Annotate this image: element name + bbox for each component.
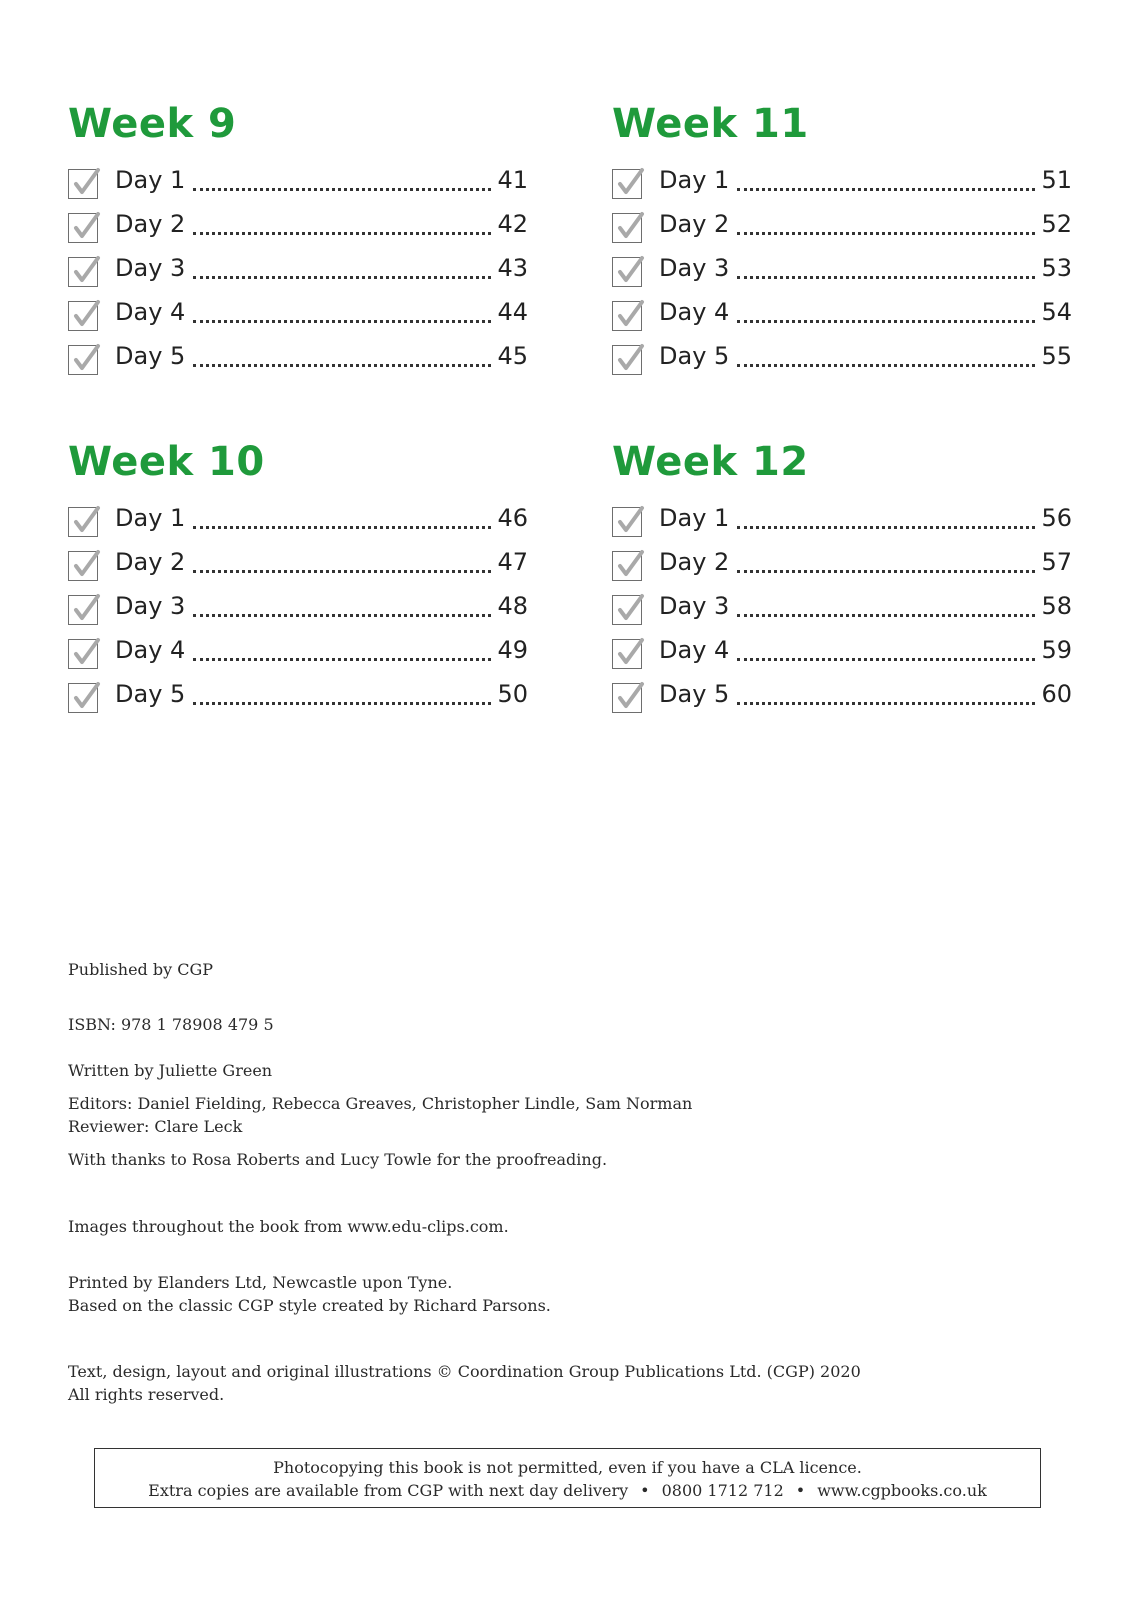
day-row bbox=[68, 334, 528, 378]
copyright: Text, design, layout and original illustrations © Coordination Group Publications Ltd. (CGP) 2020 bbox=[68, 1362, 861, 1381]
page-number: 54 bbox=[1041, 298, 1072, 326]
rights: All rights reserved. bbox=[68, 1385, 225, 1404]
checkbox-tick-icon[interactable] bbox=[68, 169, 98, 199]
day-label: Day 1 bbox=[115, 504, 186, 532]
day-label: Day 2 bbox=[115, 210, 186, 238]
week-title: Week 11 bbox=[612, 101, 809, 147]
checkbox-tick-icon[interactable] bbox=[612, 345, 642, 375]
day-row bbox=[612, 628, 1072, 672]
images-credit: Images throughout the book from www.edu-clips.com. bbox=[68, 1217, 509, 1236]
day-label: Day 4 bbox=[659, 636, 730, 664]
day-row bbox=[612, 158, 1072, 202]
dot-leader bbox=[193, 276, 491, 279]
website-link[interactable]: www.cgpbooks.co.uk bbox=[817, 1481, 987, 1500]
checkbox-tick-icon[interactable] bbox=[612, 169, 642, 199]
page-number: 47 bbox=[497, 548, 528, 576]
day-row bbox=[612, 202, 1072, 246]
day-row bbox=[68, 584, 528, 628]
dot-leader bbox=[193, 364, 491, 367]
week-12-section bbox=[612, 440, 1072, 716]
checkbox-tick-icon[interactable] bbox=[612, 683, 642, 713]
day-list bbox=[612, 496, 1072, 716]
page-number: 41 bbox=[497, 166, 528, 194]
day-label: Day 5 bbox=[659, 680, 730, 708]
day-row bbox=[68, 202, 528, 246]
page-number: 49 bbox=[497, 636, 528, 664]
checkbox-tick-icon[interactable] bbox=[612, 595, 642, 625]
day-label: Day 2 bbox=[659, 210, 730, 238]
dot-leader bbox=[737, 526, 1035, 529]
day-list bbox=[68, 496, 528, 716]
checkbox-tick-icon[interactable] bbox=[68, 639, 98, 669]
copyright-block bbox=[68, 1360, 861, 1406]
checkbox-tick-icon[interactable] bbox=[612, 257, 642, 287]
day-label: Day 1 bbox=[115, 166, 186, 194]
week-title: Week 9 bbox=[68, 101, 237, 147]
dot-leader bbox=[737, 232, 1035, 235]
page-number: 45 bbox=[497, 342, 528, 370]
dot-leader bbox=[193, 614, 491, 617]
day-label: Day 3 bbox=[659, 592, 730, 620]
dot-leader bbox=[737, 364, 1035, 367]
day-label: Day 2 bbox=[659, 548, 730, 576]
week-9-section bbox=[68, 102, 528, 378]
day-label: Day 3 bbox=[659, 254, 730, 282]
day-row bbox=[68, 496, 528, 540]
notice-line-2 bbox=[95, 1479, 1040, 1502]
day-label: Day 2 bbox=[115, 548, 186, 576]
day-row bbox=[68, 290, 528, 334]
day-list bbox=[612, 158, 1072, 378]
dot-leader bbox=[737, 570, 1035, 573]
checkbox-tick-icon[interactable] bbox=[612, 551, 642, 581]
checkbox-tick-icon[interactable] bbox=[612, 213, 642, 243]
dot-leader bbox=[737, 702, 1035, 705]
page-number: 50 bbox=[497, 680, 528, 708]
day-row bbox=[68, 158, 528, 202]
notice-line-1: Photocopying this book is not permitted, even if you have a CLA licence. bbox=[273, 1458, 862, 1477]
day-label: Day 3 bbox=[115, 254, 186, 282]
page-number: 42 bbox=[497, 210, 528, 238]
checkbox-tick-icon[interactable] bbox=[612, 301, 642, 331]
editors-block bbox=[68, 1092, 692, 1138]
published-by: Published by CGP bbox=[68, 960, 214, 979]
day-label: Day 4 bbox=[115, 298, 186, 326]
day-label: Day 5 bbox=[115, 342, 186, 370]
bullet-separator: • bbox=[640, 1481, 650, 1500]
checkbox-tick-icon[interactable] bbox=[612, 639, 642, 669]
written-by: Written by Juliette Green bbox=[68, 1061, 273, 1080]
dot-leader bbox=[737, 188, 1035, 191]
dot-leader bbox=[737, 658, 1035, 661]
day-label: Day 4 bbox=[659, 298, 730, 326]
extra-copies-text: Extra copies are available from CGP with next day delivery bbox=[148, 1481, 629, 1500]
day-row bbox=[612, 334, 1072, 378]
day-row bbox=[612, 584, 1072, 628]
week-11-section bbox=[612, 102, 1072, 378]
page-number: 56 bbox=[1041, 504, 1072, 532]
checkbox-tick-icon[interactable] bbox=[68, 683, 98, 713]
page-number: 46 bbox=[497, 504, 528, 532]
page-number: 52 bbox=[1041, 210, 1072, 238]
day-row bbox=[612, 672, 1072, 716]
day-row bbox=[612, 540, 1072, 584]
checkbox-tick-icon[interactable] bbox=[68, 551, 98, 581]
day-row bbox=[68, 540, 528, 584]
dot-leader bbox=[193, 188, 491, 191]
editors: Editors: Daniel Fielding, Rebecca Greaves, Christopher Lindle, Sam Norman bbox=[68, 1094, 693, 1113]
checkbox-tick-icon[interactable] bbox=[68, 345, 98, 375]
checkbox-tick-icon[interactable] bbox=[68, 213, 98, 243]
dot-leader bbox=[193, 570, 491, 573]
dot-leader bbox=[737, 320, 1035, 323]
dot-leader bbox=[193, 658, 491, 661]
thanks: With thanks to Rosa Roberts and Lucy Towle for the proofreading. bbox=[68, 1150, 608, 1169]
page-number: 60 bbox=[1041, 680, 1072, 708]
checkbox-tick-icon[interactable] bbox=[68, 507, 98, 537]
page-number: 55 bbox=[1041, 342, 1072, 370]
dot-leader bbox=[193, 232, 491, 235]
day-label: Day 3 bbox=[115, 592, 186, 620]
day-row bbox=[68, 628, 528, 672]
printing-block bbox=[68, 1271, 551, 1317]
dot-leader bbox=[193, 702, 491, 705]
week-title: Week 12 bbox=[612, 439, 809, 485]
photocopy-notice-box bbox=[94, 1448, 1041, 1508]
day-label: Day 4 bbox=[115, 636, 186, 664]
bullet-separator: • bbox=[795, 1481, 806, 1500]
printed-by: Printed by Elanders Ltd, Newcastle upon Tyne. bbox=[68, 1273, 453, 1292]
week-title: Week 10 bbox=[68, 439, 265, 485]
based-on: Based on the classic CGP style created by Richard Parsons. bbox=[68, 1296, 551, 1315]
page-number: 43 bbox=[497, 254, 528, 282]
dot-leader bbox=[193, 320, 491, 323]
isbn: ISBN: 978 1 78908 479 5 bbox=[68, 1015, 274, 1034]
page-number: 59 bbox=[1041, 636, 1072, 664]
page-number: 51 bbox=[1041, 166, 1072, 194]
day-label: Day 1 bbox=[659, 166, 730, 194]
page-number: 58 bbox=[1041, 592, 1072, 620]
checkbox-tick-icon[interactable] bbox=[68, 301, 98, 331]
checkbox-tick-icon[interactable] bbox=[68, 595, 98, 625]
page-number: 57 bbox=[1041, 548, 1072, 576]
week-10-section bbox=[68, 440, 528, 716]
reviewer: Reviewer: Clare Leck bbox=[68, 1117, 243, 1136]
day-row bbox=[612, 496, 1072, 540]
day-label: Day 5 bbox=[659, 342, 730, 370]
day-row bbox=[612, 290, 1072, 334]
dot-leader bbox=[737, 276, 1035, 279]
page-number: 53 bbox=[1041, 254, 1072, 282]
checkbox-tick-icon[interactable] bbox=[612, 507, 642, 537]
dot-leader bbox=[193, 526, 491, 529]
day-list bbox=[68, 158, 528, 378]
page-number: 44 bbox=[497, 298, 528, 326]
day-row bbox=[68, 672, 528, 716]
phone-number: 0800 1712 712 bbox=[661, 1481, 784, 1500]
day-row bbox=[612, 246, 1072, 290]
dot-leader bbox=[737, 614, 1035, 617]
day-label: Day 1 bbox=[659, 504, 730, 532]
page-number: 48 bbox=[497, 592, 528, 620]
day-row bbox=[68, 246, 528, 290]
checkbox-tick-icon[interactable] bbox=[68, 257, 98, 287]
day-label: Day 5 bbox=[115, 680, 186, 708]
